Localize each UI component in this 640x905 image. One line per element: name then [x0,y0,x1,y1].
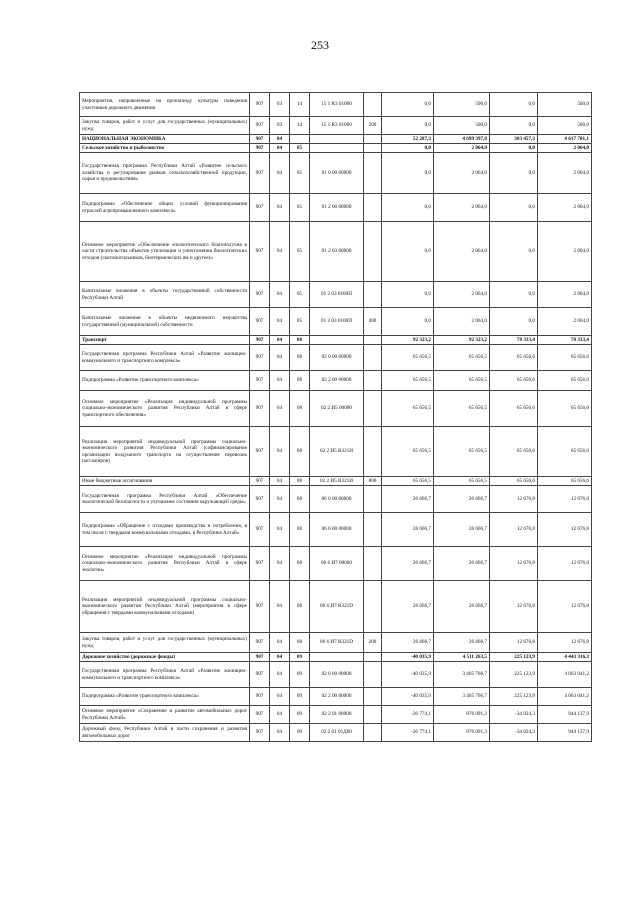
cell-amount-4: 2 064,0 [538,222,592,282]
cell-amount-4: 944 137,9 [538,706,592,724]
cell-amount-3: 65 656,6 [490,427,538,477]
cell-vr [364,486,382,513]
cell-amount-3: 0,0 [490,282,538,308]
cell-vr [364,93,382,117]
cell-rz: 04 [270,724,290,742]
cell-amount-1: 92 323,2 [382,336,434,345]
cell-rz: 04 [270,222,290,282]
cell-amount-3: 0,0 [490,222,538,282]
cell-rz: 04 [270,486,290,513]
cell-vr [364,144,382,153]
cell-vr [364,724,382,742]
row-name: Капитальные вложения в объекты недвижимого имущества государственной (муниципальной) собственности [80,308,250,336]
row-name: Закупка товаров, работ и услуг для государственных (муниципальных) нужд [80,633,250,653]
cell-pr: 05 [290,144,310,153]
cell-amount-2: 26 666,7 [434,513,490,547]
cell-amount-4: 65 656,6 [538,391,592,427]
cell-amount-1: 0,0 [382,93,434,117]
row-name: Реализация мероприятий индивидуальной программы социально-экономического развития Республики Алтай (софинансирование организации воздушного транспорта на осуществление перевозок пассажиров) [80,427,250,477]
cell-rz: 04 [270,427,290,477]
cell-cs: 06 0 00 00000 [310,486,364,513]
cell-amount-2: 876 091,3 [434,706,490,724]
row-name: Закупка товаров, работ и услуг для государственных (муниципальных) нужд [80,117,250,135]
cell-amount-1: -40 035,9 [382,688,434,706]
cell-amount-3: 225 123,9 [490,653,538,662]
cell-pr: 14 [290,93,310,117]
table-row [80,135,592,144]
cell-amount-3: 12 676,8 [490,513,538,547]
cell-pr: 08 [290,581,310,633]
cell-cs: 02 2 01 00000 [310,706,364,724]
cell-amount-1: 0,0 [382,117,434,135]
cell-gr: 907 [250,391,270,427]
table-row [80,633,592,653]
cell-pr: 08 [290,633,310,653]
cell-gr: 907 [250,486,270,513]
table-row [80,486,592,513]
row-name: Подпрограмма «Развитие транспортного комплекса» [80,688,250,706]
cell-pr: 05 [290,282,310,308]
cell-amount-4: 12 676,8 [538,633,592,653]
cell-pr: 08 [290,486,310,513]
cell-cs: 02 0 00 00000 [310,345,364,371]
cell-amount-4: 4 063 041,2 [538,688,592,706]
cell-amount-3: 303 457,3 [490,135,538,144]
cell-rz: 04 [270,153,290,194]
cell-amount-4: 2 064,0 [538,308,592,336]
cell-amount-1: 65 656,5 [382,345,434,371]
cell-cs: 02 2 00 00000 [310,371,364,391]
cell-amount-1: 0,0 [382,153,434,194]
row-name: Сельское хозяйство и рыболовство [80,144,250,153]
cell-amount-3: 65 656,6 [490,477,538,486]
cell-cs: 06 6 И7 00000 [310,547,364,581]
cell-amount-2: 2 064,0 [434,144,490,153]
table-row [80,153,592,194]
cell-gr: 907 [250,336,270,345]
cell-gr: 907 [250,153,270,194]
cell-pr: 05 [290,308,310,336]
cell-amount-1: 65 656,5 [382,427,434,477]
cell-cs: 01 2 00 00000 [310,194,364,222]
cell-amount-1: 26 666,7 [382,486,434,513]
cell-vr [364,371,382,391]
cell-amount-1: 26 666,7 [382,547,434,581]
row-name: Основное мероприятие «Реализация индивидуальной программы социально-экономического развития Республики Алтай в сфере экологии» [80,547,250,581]
cell-rz: 04 [270,135,290,144]
cell-pr: 05 [290,222,310,282]
row-name: Капитальные вложения в объекты государственной собственности Республики Алтай [80,282,250,308]
row-name: Подпрограмма «Обращение с отходами производства и потребления, в том числе с твердыми коммунальными отходами, в Республике Алтай» [80,513,250,547]
cell-vr [364,391,382,427]
cell-gr: 907 [250,477,270,486]
table-row [80,724,592,742]
cell-amount-1: 0,0 [382,194,434,222]
cell-pr: 08 [290,371,310,391]
cell-gr: 907 [250,117,270,135]
table-row [80,371,592,391]
cell-vr: 200 [364,117,382,135]
cell-rz: 03 [270,117,290,135]
cell-vr [364,194,382,222]
table-row [80,117,592,135]
row-name: Основное мероприятие «Реализация индивидуальной программы социально-экономического развития Республики Алтай в сфере транспортного обеспечения» [80,391,250,427]
cell-amount-2: 2 064,0 [434,282,490,308]
table-row [80,706,592,724]
cell-amount-2: 876 091,3 [434,724,490,742]
cell-vr [364,222,382,282]
table-row [80,282,592,308]
cell-gr: 907 [250,427,270,477]
cell-gr: 907 [250,93,270,117]
cell-gr: 907 [250,513,270,547]
cell-amount-2: 92 323,2 [434,336,490,345]
cell-amount-2: 26 666,7 [434,486,490,513]
cell-amount-3: 225 123,9 [490,662,538,688]
cell-amount-1: 65 656,5 [382,371,434,391]
cell-amount-4: 500,0 [538,117,592,135]
cell-cs: 01 0 00 00000 [310,153,364,194]
cell-amount-3: -34 024,3 [490,724,538,742]
cell-cs: 15 1 R3 01000 [310,117,364,135]
cell-amount-2: 65 656,5 [434,477,490,486]
cell-gr: 907 [250,653,270,662]
cell-pr: 05 [290,194,310,222]
cell-rz: 04 [270,371,290,391]
cell-pr: 08 [290,427,310,477]
cell-amount-1: 26 666,7 [382,581,434,633]
cell-amount-2: 2 064,0 [434,194,490,222]
cell-amount-4: 944 137,9 [538,724,592,742]
cell-pr: 08 [290,336,310,345]
cell-vr [364,653,382,662]
cell-amount-4: 4 617 701,1 [538,135,592,144]
cell-vr [364,427,382,477]
cell-rz: 04 [270,513,290,547]
budget-table [79,92,592,742]
cell-amount-2: 500,0 [434,117,490,135]
cell-amount-1: 65 656,5 [382,391,434,427]
table-row [80,653,592,662]
cell-vr [364,135,382,144]
row-name: Иные бюджетные ассигнования [80,477,250,486]
cell-amount-2: 3 465 766,7 [434,662,490,688]
cell-amount-3: 0,0 [490,144,538,153]
cell-pr: 08 [290,345,310,371]
cell-amount-3: 12 676,8 [490,486,538,513]
cell-amount-1: 26 666,7 [382,633,434,653]
cell-gr: 907 [250,688,270,706]
row-name: Государственная программа Республики Алтай «Обеспечение экологической безопасности и улучшение состояния окружающей среды» [80,486,250,513]
cell-rz: 04 [270,282,290,308]
page-number: 253 [311,38,329,52]
cell-amount-3: 65 656,6 [490,391,538,427]
cell-amount-4: 2 064,0 [538,153,592,194]
table-row [80,547,592,581]
cell-rz: 04 [270,688,290,706]
cell-amount-4: 12 676,8 [538,547,592,581]
cell-amount-2: 26 666,7 [434,547,490,581]
cell-pr: 09 [290,653,310,662]
cell-vr [364,688,382,706]
cell-amount-1: 52 287,3 [382,135,434,144]
cell-gr: 907 [250,222,270,282]
row-name: Дорожное хозяйство (дорожные фонды) [80,653,250,662]
cell-rz: 04 [270,345,290,371]
cell-rz: 04 [270,391,290,427]
cell-amount-2: 26 666,7 [434,581,490,633]
table-row [80,427,592,477]
cell-cs [310,144,364,153]
cell-vr [364,282,382,308]
table-row [80,688,592,706]
table-row [80,308,592,336]
cell-amount-3: 65 656,6 [490,345,538,371]
cell-gr: 907 [250,144,270,153]
cell-amount-4: 65 656,6 [538,345,592,371]
cell-amount-4: 12 676,8 [538,581,592,633]
cell-cs [310,653,364,662]
cell-amount-1: -40 035,9 [382,662,434,688]
table-row [80,513,592,547]
row-name: Основное мероприятие «Обеспечение эпизоотического благополучия в части строительства объектов утилизации и уничтожения биологических отходов (скотомогильников, биотермических ям и другое)» [80,222,250,282]
row-name: Реализация мероприятий индивидуальной программы социально-экономического развития Республики Алтай (мероприятия в сфере обращения с твердыми коммунальными отходами) [80,581,250,633]
row-name: НАЦИОНАЛЬНАЯ ЭКОНОМИКА [80,135,250,144]
cell-vr [364,153,382,194]
cell-amount-3: 0,0 [490,194,538,222]
cell-rz: 04 [270,308,290,336]
cell-amount-2: 65 656,5 [434,427,490,477]
table-row [80,391,592,427]
cell-pr: 09 [290,706,310,724]
cell-amount-2: 65 656,5 [434,391,490,427]
cell-cs [310,336,364,345]
cell-gr: 907 [250,724,270,742]
cell-amount-1: 26 666,7 [382,513,434,547]
row-name: Подпрограмма «Обеспечение общих условий функционирования отраслей агропромышленного комплекса» [80,194,250,222]
cell-cs: 06 6 00 00000 [310,513,364,547]
cell-cs: 02 2 И5 R321И [310,477,364,486]
cell-amount-2: 2 064,0 [434,308,490,336]
cell-amount-4: 500,0 [538,93,592,117]
cell-rz: 03 [270,93,290,117]
cell-amount-3: 78 333,4 [490,336,538,345]
cell-cs: 02 0 00 00000 [310,662,364,688]
cell-amount-3: 0,0 [490,308,538,336]
cell-amount-1: -26 774,1 [382,724,434,742]
cell-amount-4: 2 064,0 [538,144,592,153]
cell-amount-2: 4 699 397,8 [434,135,490,144]
cell-pr: 08 [290,391,310,427]
table-row [80,194,592,222]
cell-gr: 907 [250,308,270,336]
cell-cs: 01 2 03 00000 [310,222,364,282]
cell-rz: 04 [270,144,290,153]
cell-gr: 907 [250,633,270,653]
row-name: Государственная программа Республики Алтай «Развитие жилищно-коммунального и транспортного комплекса» [80,345,250,371]
cell-pr: 14 [290,117,310,135]
row-name: Транспорт [80,336,250,345]
cell-cs: 02 2 И5 R321И [310,427,364,477]
cell-amount-4: 12 676,8 [538,486,592,513]
cell-rz: 04 [270,336,290,345]
cell-vr: 200 [364,633,382,653]
cell-gr: 907 [250,345,270,371]
cell-cs: 01 2 03 0100П [310,308,364,336]
cell-gr: 907 [250,662,270,688]
cell-vr [364,662,382,688]
table-row [80,93,592,117]
row-name: Государственная программа Республики Алтай «Развитие сельского хозяйства и регулирование рынков сельскохозяйственной продукции, сырья и продовольствия» [80,153,250,194]
cell-amount-2: 26 666,7 [434,633,490,653]
cell-amount-4: 65 656,6 [538,427,592,477]
cell-amount-1: 0,0 [382,222,434,282]
cell-gr: 907 [250,282,270,308]
cell-pr: 09 [290,662,310,688]
cell-vr [364,336,382,345]
cell-rz: 04 [270,477,290,486]
cell-cs [310,135,364,144]
cell-amount-3: 225 123,9 [490,688,538,706]
cell-vr: 800 [364,477,382,486]
cell-pr: 09 [290,724,310,742]
cell-amount-4: 65 656,6 [538,477,592,486]
cell-gr: 907 [250,135,270,144]
table-row [80,345,592,371]
table-row [80,581,592,633]
cell-amount-3: 0,0 [490,117,538,135]
cell-pr: 08 [290,547,310,581]
cell-amount-2: 2 064,0 [434,222,490,282]
row-name: Мероприятия, направленные на пропаганду культуры поведения участников дорожного движения [80,93,250,117]
cell-amount-2: 2 064,0 [434,153,490,194]
cell-gr: 907 [250,371,270,391]
cell-pr [290,135,310,144]
cell-amount-1: -26 774,1 [382,706,434,724]
cell-cs: 01 2 03 0100П [310,282,364,308]
cell-gr: 907 [250,547,270,581]
cell-amount-3: 65 656,6 [490,371,538,391]
cell-amount-1: 0,0 [382,144,434,153]
table-body [80,93,592,742]
table-row [80,222,592,282]
cell-amount-2: 65 656,5 [434,371,490,391]
cell-cs: 15 1 R3 01000 [310,93,364,117]
table-row [80,144,592,153]
cell-amount-3: 12 676,8 [490,547,538,581]
cell-amount-4: 4 063 041,2 [538,662,592,688]
cell-amount-3: 12 676,8 [490,581,538,633]
cell-amount-4: 2 064,0 [538,282,592,308]
cell-rz: 04 [270,547,290,581]
cell-cs: 06 6 И7 R321D [310,633,364,653]
cell-vr [364,581,382,633]
cell-rz: 04 [270,653,290,662]
cell-amount-2: 500,0 [434,93,490,117]
cell-pr: 09 [290,688,310,706]
cell-amount-2: 65 656,5 [434,345,490,371]
cell-cs: 02 2 И5 00000 [310,391,364,427]
cell-rz: 04 [270,706,290,724]
cell-pr: 08 [290,477,310,486]
row-name: Дорожный фонд Республики Алтай в части сохранения и развития автомобильных дорог [80,724,250,742]
row-name: Подпрограмма «Развитие транспортного комплекса» [80,371,250,391]
cell-rz: 04 [270,633,290,653]
row-name: Государственная программа Республики Алтай «Развитие жилищно-коммунального и транспортного комплекса» [80,662,250,688]
cell-amount-2: 3 465 766,7 [434,688,490,706]
table-row [80,477,592,486]
cell-amount-4: 78 333,4 [538,336,592,345]
cell-rz: 04 [270,581,290,633]
cell-cs: 06 6 И7 R321D [310,581,364,633]
cell-amount-4: 4 443 316,3 [538,653,592,662]
cell-rz: 04 [270,662,290,688]
table-row [80,336,592,345]
cell-amount-1: 0,0 [382,308,434,336]
cell-cs: 02 2 01 01Д00 [310,724,364,742]
cell-pr: 05 [290,153,310,194]
cell-vr [364,547,382,581]
cell-amount-4: 2 064,0 [538,194,592,222]
cell-cs: 02 2 00 00000 [310,688,364,706]
cell-amount-3: 0,0 [490,93,538,117]
cell-gr: 907 [250,581,270,633]
cell-amount-3: 12 676,8 [490,633,538,653]
cell-amount-2: 4 511 263,5 [434,653,490,662]
cell-amount-1: 65 656,5 [382,477,434,486]
row-name: Основное мероприятие «Сохранение и развитие автомобильных дорог Республики Алтай» [80,706,250,724]
cell-amount-1: 0,0 [382,282,434,308]
cell-pr: 08 [290,513,310,547]
cell-vr [364,345,382,371]
cell-amount-4: 65 656,6 [538,371,592,391]
cell-amount-4: 12 676,8 [538,513,592,547]
cell-vr [364,513,382,547]
cell-vr: 400 [364,308,382,336]
cell-vr [364,706,382,724]
cell-amount-1: -40 035,9 [382,653,434,662]
cell-amount-3: 0,0 [490,153,538,194]
cell-gr: 907 [250,194,270,222]
cell-amount-3: -34 024,3 [490,706,538,724]
cell-rz: 04 [270,194,290,222]
table-row [80,662,592,688]
cell-gr: 907 [250,706,270,724]
